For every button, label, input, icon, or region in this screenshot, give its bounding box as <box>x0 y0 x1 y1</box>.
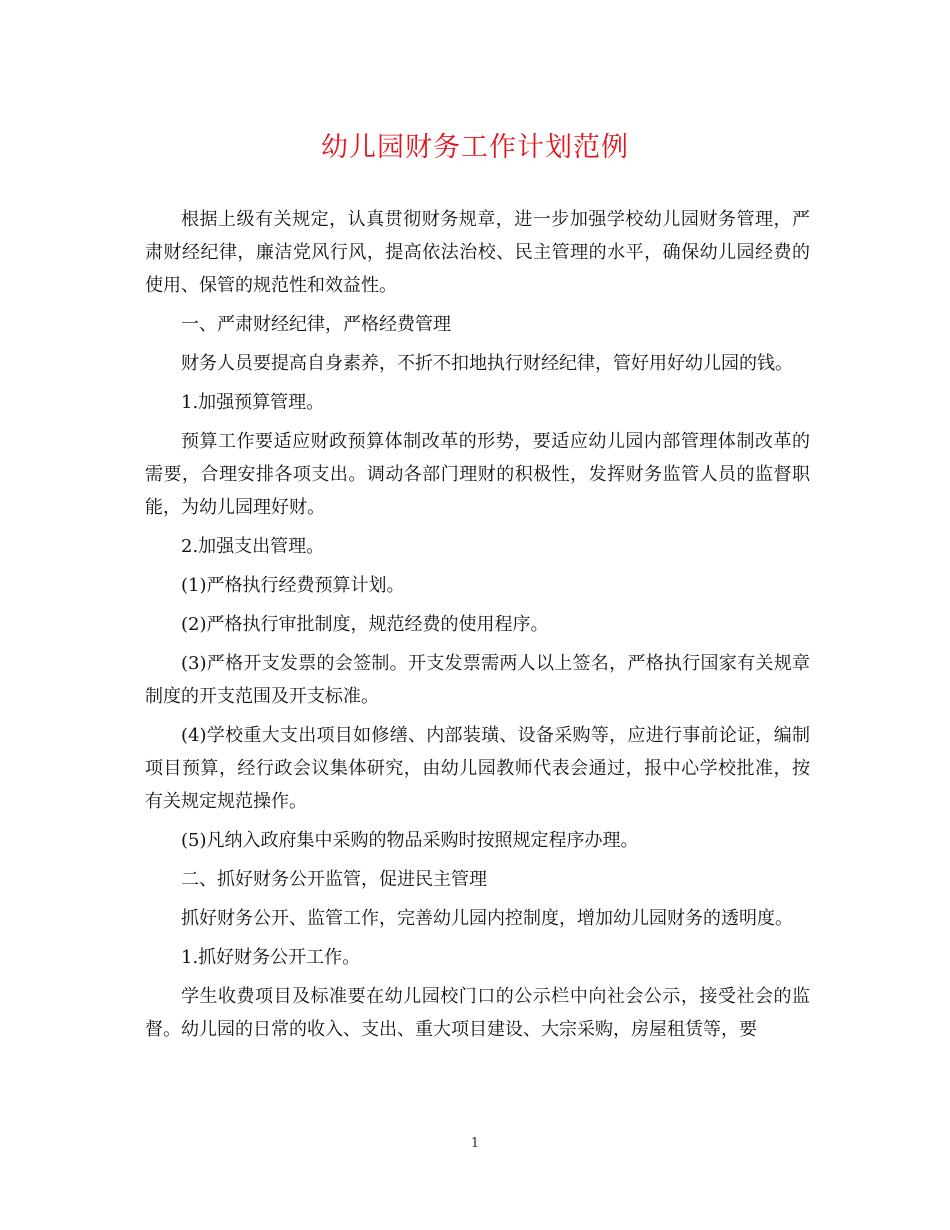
page-number: 1 <box>470 1136 480 1151</box>
paragraph: 学生收费项目及标准要在幼儿园校门口的公示栏中向社会公示，接受社会的监督。幼儿园的日常的收入、支出、重大项目建设、大宗采购，房屋租赁等，要 <box>145 986 810 1040</box>
list-item: (2)严格执行审批制度，规范经费的使用程序。 <box>181 614 549 635</box>
list-item: (3)严格开支发票的会签制。开支发票需两人以上签名，严格执行国家有关规章制度的开支范围及开支标准。 <box>145 653 810 707</box>
subheading: 2.加强支出管理。 <box>181 536 325 557</box>
list-item: (4)学校重大支出项目如修缮、内部装璜、设备采购等，应进行事前论证，编制项目预算，经行政会议集体研究，由幼儿园教师代表会通过，报中心学校批准，按有关规定规范操作。 <box>145 725 810 812</box>
subheading: 1.抓好财务公开工作。 <box>181 947 361 968</box>
paragraph: 财务人员要提高自身素养，不折不扣地执行财经纪律，管好用好幼儿园的钱。 <box>181 353 793 374</box>
section-heading-2: 二、抓好财务公开监管，促进民主管理 <box>181 869 487 890</box>
paragraph: 预算工作要适应财政预算体制改革的形势，要适应幼儿园内部管理体制改革的需要，合理安排各项支出。调动各部门理财的积极性，发挥财务监管人员的监督职能，为幼儿园理好财。 <box>145 431 810 518</box>
paragraph-intro: 根据上级有关规定，认真贯彻财务规章，进一步加强学校幼儿园财务管理，严肃财经纪律，廉洁党风行风，提高依法治校、民主管理的水平，确保幼儿园经费的使用、保管的规范性和效益性。 <box>145 209 810 296</box>
section-heading-1: 一、严肃财经纪律，严格经费管理 <box>181 314 451 335</box>
document-title: 幼儿园财务工作计划范例 <box>321 132 629 163</box>
paragraph: 抓好财务公开、监管工作，完善幼儿园内控制度，增加幼儿园财务的透明度。 <box>181 908 793 929</box>
list-item: (1)严格执行经费预算计划。 <box>181 575 405 596</box>
document-body <box>145 203 810 1052</box>
list-item: (5)凡纳入政府集中采购的物品采购时按照规定程序办理。 <box>181 830 639 851</box>
subheading: 1.加强预算管理。 <box>181 392 325 413</box>
